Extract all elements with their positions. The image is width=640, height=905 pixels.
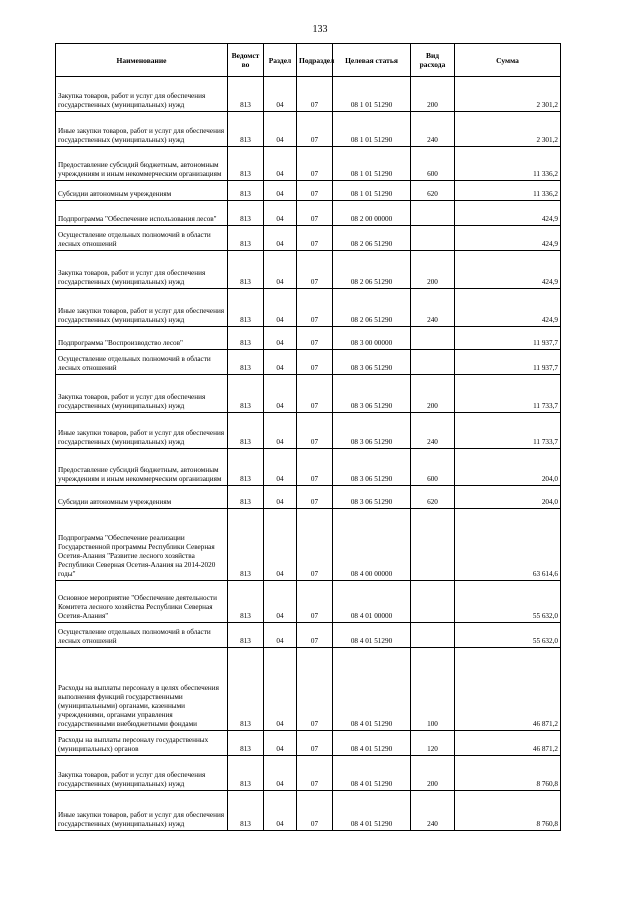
cell-name: Подпрограмма "Воспроизводство лесов" [56, 327, 228, 350]
table-row [56, 413, 561, 449]
table-row [56, 112, 561, 147]
table-row [56, 327, 561, 350]
cell-vid [411, 201, 455, 226]
cell-podrazdel: 07 [297, 112, 333, 147]
cell-ved: 813 [228, 350, 264, 375]
cell-razdel: 04 [264, 327, 297, 350]
cell-cel: 08 4 00 00000 [333, 509, 411, 581]
cell-vid: 600 [411, 449, 455, 486]
cell-vid: 620 [411, 486, 455, 509]
cell-podrazdel: 07 [297, 289, 333, 327]
budget-table [55, 43, 561, 831]
cell-name: Осуществление отдельных полномочий в области лесных отношений [56, 623, 228, 648]
cell-vid: 240 [411, 413, 455, 449]
cell-vid: 200 [411, 756, 455, 791]
cell-vid [411, 327, 455, 350]
cell-ved: 813 [228, 581, 264, 623]
cell-razdel: 04 [264, 181, 297, 201]
cell-summa: 46 871,2 [455, 731, 561, 756]
cell-summa: 424,9 [455, 201, 561, 226]
cell-name: Иные закупки товаров, работ и услуг для обеспечения государственных (муниципальных) нужд [56, 289, 228, 327]
cell-podrazdel: 07 [297, 623, 333, 648]
table-row [56, 375, 561, 413]
table-row [56, 449, 561, 486]
cell-name: Иные закупки товаров, работ и услуг для обеспечения государственных (муниципальных) нужд [56, 413, 228, 449]
cell-ved: 813 [228, 375, 264, 413]
header-vid: Вид расхода [411, 44, 455, 77]
table-row [56, 181, 561, 201]
cell-summa: 8 760,8 [455, 791, 561, 831]
cell-summa: 11 733,7 [455, 413, 561, 449]
cell-razdel: 04 [264, 77, 297, 112]
table-row [56, 350, 561, 375]
table-row [56, 486, 561, 509]
cell-name: Подпрограмма "Обеспечение реализации Государственной программы Республики Северная Осетия-Алания "Развитие лесного хозяйства Республики Северная Осетия-Алания на 2014-2020 годы" [56, 509, 228, 581]
cell-name: Осуществление отдельных полномочий в области лесных отношений [56, 350, 228, 375]
cell-podrazdel: 07 [297, 648, 333, 731]
cell-razdel: 04 [264, 648, 297, 731]
cell-razdel: 04 [264, 791, 297, 831]
cell-cel: 08 1 01 51290 [333, 147, 411, 181]
cell-podrazdel: 07 [297, 375, 333, 413]
cell-vid: 240 [411, 289, 455, 327]
cell-vid: 240 [411, 112, 455, 147]
cell-vid: 200 [411, 251, 455, 289]
cell-cel: 08 4 01 00000 [333, 581, 411, 623]
cell-cel: 08 3 00 00000 [333, 327, 411, 350]
header-razdel: Раздел [264, 44, 297, 77]
cell-podrazdel: 07 [297, 201, 333, 226]
cell-summa: 11 937,7 [455, 327, 561, 350]
cell-summa: 8 760,8 [455, 756, 561, 791]
cell-cel: 08 3 06 51290 [333, 486, 411, 509]
table-row [56, 147, 561, 181]
cell-vid: 100 [411, 648, 455, 731]
cell-razdel: 04 [264, 147, 297, 181]
table-row [56, 77, 561, 112]
cell-cel: 08 3 06 51290 [333, 449, 411, 486]
table-row [56, 201, 561, 226]
table-row [56, 791, 561, 831]
header-name: Наименование [56, 44, 228, 77]
cell-ved: 813 [228, 791, 264, 831]
cell-name: Подпрограмма "Обеспечение использования лесов" [56, 201, 228, 226]
cell-razdel: 04 [264, 112, 297, 147]
cell-vid: 120 [411, 731, 455, 756]
cell-cel: 08 4 01 51290 [333, 648, 411, 731]
cell-summa: 11 336,2 [455, 181, 561, 201]
table-row [56, 648, 561, 731]
cell-ved: 813 [228, 77, 264, 112]
cell-cel: 08 4 01 51290 [333, 623, 411, 648]
cell-name: Закупка товаров, работ и услуг для обеспечения государственных (муниципальных) нужд [56, 375, 228, 413]
table-row [56, 756, 561, 791]
cell-name: Субсидии автономным учреждениям [56, 486, 228, 509]
cell-ved: 813 [228, 413, 264, 449]
cell-cel: 08 1 01 51290 [333, 112, 411, 147]
table-row [56, 289, 561, 327]
cell-razdel: 04 [264, 756, 297, 791]
cell-ved: 813 [228, 181, 264, 201]
cell-vid [411, 226, 455, 251]
cell-ved: 813 [228, 623, 264, 648]
cell-razdel: 04 [264, 486, 297, 509]
cell-summa: 55 632,0 [455, 623, 561, 648]
table-header [56, 44, 561, 77]
cell-name: Предоставление субсидий бюджетным, автономным учреждениям и иным некоммерческим организациям [56, 147, 228, 181]
cell-cel: 08 4 01 51290 [333, 791, 411, 831]
cell-cel: 08 1 01 51290 [333, 77, 411, 112]
cell-ved: 813 [228, 327, 264, 350]
cell-name: Иные закупки товаров, работ и услуг для обеспечения государственных (муниципальных) нужд [56, 791, 228, 831]
cell-podrazdel: 07 [297, 731, 333, 756]
cell-vid [411, 581, 455, 623]
cell-summa: 63 614,6 [455, 509, 561, 581]
cell-razdel: 04 [264, 449, 297, 486]
cell-name: Закупка товаров, работ и услуг для обеспечения государственных (муниципальных) нужд [56, 77, 228, 112]
cell-razdel: 04 [264, 289, 297, 327]
cell-name: Расходы на выплаты персоналу в целях обеспечения выполнения функций государственными (муниципальными) органами, казенными учреждениями, органами управления государственными внебюджетными фондами [56, 648, 228, 731]
cell-summa: 204,0 [455, 486, 561, 509]
cell-ved: 813 [228, 486, 264, 509]
cell-name: Закупка товаров, работ и услуг для обеспечения государственных (муниципальных) нужд [56, 251, 228, 289]
cell-name: Основное мероприятие "Обеспечение деятельности Комитета лесного хозяйства Республики Северная Осетия-Алания" [56, 581, 228, 623]
cell-vid [411, 350, 455, 375]
cell-podrazdel: 07 [297, 147, 333, 181]
cell-vid [411, 509, 455, 581]
cell-summa: 46 871,2 [455, 648, 561, 731]
cell-name: Предоставление субсидий бюджетным, автономным учреждениям и иным некоммерческим организациям [56, 449, 228, 486]
cell-razdel: 04 [264, 375, 297, 413]
cell-name: Субсидии автономным учреждениям [56, 181, 228, 201]
cell-ved: 813 [228, 289, 264, 327]
cell-podrazdel: 07 [297, 791, 333, 831]
cell-vid: 620 [411, 181, 455, 201]
cell-summa: 55 632,0 [455, 581, 561, 623]
cell-cel: 08 3 06 51290 [333, 350, 411, 375]
cell-cel: 08 2 06 51290 [333, 289, 411, 327]
table-row [56, 509, 561, 581]
cell-summa: 424,9 [455, 289, 561, 327]
cell-ved: 813 [228, 112, 264, 147]
cell-ved: 813 [228, 756, 264, 791]
table-row [56, 251, 561, 289]
cell-summa: 2 301,2 [455, 112, 561, 147]
cell-cel: 08 2 00 00000 [333, 201, 411, 226]
cell-podrazdel: 07 [297, 509, 333, 581]
cell-cel: 08 2 06 51290 [333, 226, 411, 251]
cell-name: Осуществление отдельных полномочий в области лесных отношений [56, 226, 228, 251]
cell-razdel: 04 [264, 623, 297, 648]
header-podrazdel: Подраздел [297, 44, 333, 77]
cell-summa: 11 733,7 [455, 375, 561, 413]
cell-summa: 2 301,2 [455, 77, 561, 112]
cell-cel: 08 1 01 51290 [333, 181, 411, 201]
cell-name: Иные закупки товаров, работ и услуг для обеспечения государственных (муниципальных) нужд [56, 112, 228, 147]
cell-podrazdel: 07 [297, 327, 333, 350]
cell-summa: 424,9 [455, 226, 561, 251]
cell-podrazdel: 07 [297, 449, 333, 486]
header-cel: Целевая статья [333, 44, 411, 77]
cell-podrazdel: 07 [297, 486, 333, 509]
cell-razdel: 04 [264, 226, 297, 251]
table-row [56, 226, 561, 251]
cell-razdel: 04 [264, 201, 297, 226]
cell-name: Расходы на выплаты персоналу государственных (муниципальных) органов [56, 731, 228, 756]
cell-ved: 813 [228, 201, 264, 226]
cell-vid: 600 [411, 147, 455, 181]
cell-summa: 11 937,7 [455, 350, 561, 375]
cell-podrazdel: 07 [297, 756, 333, 791]
cell-vid: 200 [411, 77, 455, 112]
header-summa: Сумма [455, 44, 561, 77]
cell-summa: 424,9 [455, 251, 561, 289]
table-row [56, 623, 561, 648]
page-number: 133 [312, 24, 328, 35]
cell-podrazdel: 07 [297, 413, 333, 449]
table-row [56, 731, 561, 756]
cell-razdel: 04 [264, 509, 297, 581]
cell-podrazdel: 07 [297, 251, 333, 289]
cell-cel: 08 2 06 51290 [333, 251, 411, 289]
cell-cel: 08 4 01 51290 [333, 731, 411, 756]
cell-vid: 200 [411, 375, 455, 413]
cell-podrazdel: 07 [297, 226, 333, 251]
cell-ved: 813 [228, 509, 264, 581]
cell-ved: 813 [228, 147, 264, 181]
cell-cel: 08 3 06 51290 [333, 375, 411, 413]
cell-ved: 813 [228, 251, 264, 289]
cell-razdel: 04 [264, 731, 297, 756]
table-body [56, 77, 561, 831]
cell-cel: 08 3 06 51290 [333, 413, 411, 449]
cell-ved: 813 [228, 449, 264, 486]
cell-summa: 11 336,2 [455, 147, 561, 181]
cell-ved: 813 [228, 226, 264, 251]
cell-ved: 813 [228, 731, 264, 756]
cell-vid: 240 [411, 791, 455, 831]
cell-name: Закупка товаров, работ и услуг для обеспечения государственных (муниципальных) нужд [56, 756, 228, 791]
cell-cel: 08 4 01 51290 [333, 756, 411, 791]
cell-razdel: 04 [264, 581, 297, 623]
cell-razdel: 04 [264, 413, 297, 449]
cell-podrazdel: 07 [297, 181, 333, 201]
cell-summa: 204,0 [455, 449, 561, 486]
cell-podrazdel: 07 [297, 350, 333, 375]
cell-razdel: 04 [264, 251, 297, 289]
cell-podrazdel: 07 [297, 77, 333, 112]
cell-vid [411, 623, 455, 648]
cell-ved: 813 [228, 648, 264, 731]
cell-razdel: 04 [264, 350, 297, 375]
cell-podrazdel: 07 [297, 581, 333, 623]
table-row [56, 581, 561, 623]
header-ved: Ведомст во [228, 44, 264, 77]
